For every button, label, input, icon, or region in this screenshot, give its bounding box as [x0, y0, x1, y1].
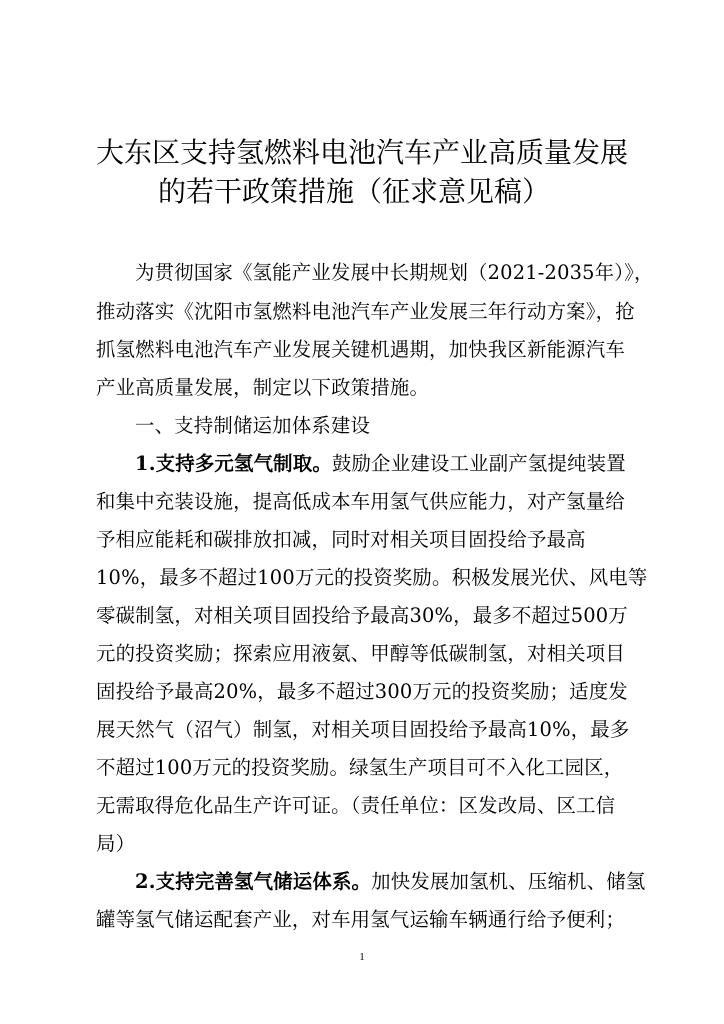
item-1-heading: 1.支持多元氢气制取。 [135, 452, 332, 475]
item-1-line-11: 局） [96, 832, 136, 855]
item-2-heading: 2.支持完善氢气储运体系。 [135, 870, 372, 893]
item-1-line-2: 和集中充装设施，提高低成本车用氢气供应能力，对产氢量给 [96, 490, 625, 513]
item-1-line-7: 固投给予最高20%，最多不超过300万元的投资奖励；适度发 [96, 680, 628, 703]
item-1-first-line-text: 鼓励企业建设工业副产氢提纯装置 [331, 452, 626, 475]
document-title-line-2: 的若干政策措施（征求意见稿） [157, 175, 550, 208]
item-1-line-4: 10%，最多不超过100万元的投资奖励。积极发展光伏、风电等 [96, 566, 648, 589]
item-1-line-9: 不超过100万元的投资奖励。绿氢生产项目可不入化工园区， [96, 756, 624, 779]
item-1-line-3: 予相应能耗和碳排放扣减，同时对相关项目固投给予最高 [96, 528, 586, 551]
document-title-line-1: 大东区支持氢燃料电池汽车产业高质量发展 [95, 136, 628, 169]
item-1-first-line [135, 450, 675, 478]
intro-paragraph-line-3: 抓氢燃料电池汽车产业发展关键机遇期，加快我区新能源汽车 [96, 338, 625, 361]
item-2-line-2: 罐等氢气储运配套产业，对车用氢气运输车辆通行给予便利； [96, 908, 625, 931]
item-2-first-line-text: 加快发展加氢机、压缩机、储氢 [371, 870, 646, 893]
intro-paragraph-line-4: 产业高质量发展，制定以下政策措施。 [96, 376, 430, 399]
section-heading-1: 一、支持制储运加体系建设 [135, 414, 371, 437]
item-1-line-6: 元的投资奖励；探索应用液氨、甲醇等低碳制氢，对相关项目 [96, 642, 625, 665]
intro-paragraph-line-1: 为贯彻国家《氢能产业发展中长期规划（2021-2035年）》， [135, 261, 654, 284]
item-1-line-8: 展天然气（沼气）制氢，对相关项目固投给予最高10%，最多 [96, 718, 630, 741]
item-1-line-5: 零碳制氢，对相关项目固投给予最高30%，最多不超过500万 [96, 604, 628, 627]
page-number: 1 [359, 951, 365, 963]
item-2-first-line [135, 868, 675, 896]
item-1-line-10: 无需取得危化品生产许可证。（责任单位：区发改局、区工信 [96, 794, 616, 817]
intro-paragraph-line-2: 推动落实《沈阳市氢燃料电池汽车产业发展三年行动方案》，抢 [96, 300, 635, 323]
